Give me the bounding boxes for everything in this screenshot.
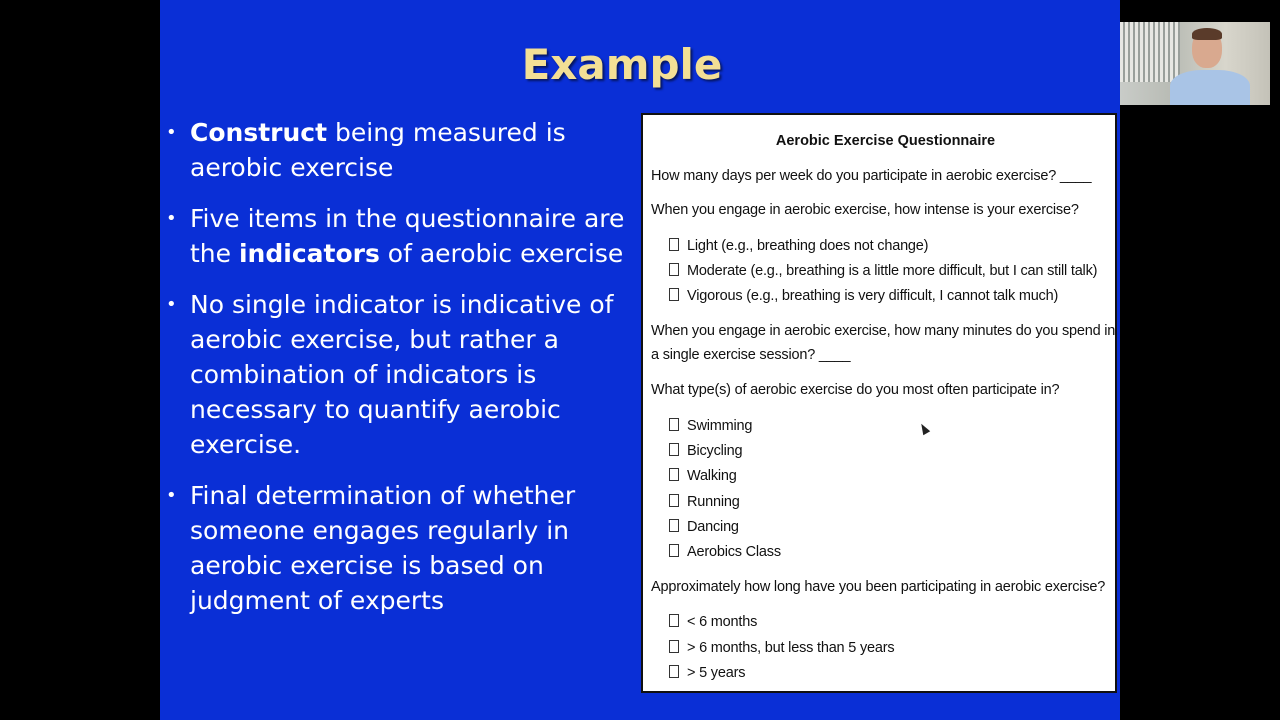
- option-label: > 5 years: [687, 665, 746, 681]
- questionnaire-image: [641, 113, 1117, 693]
- bullet-list: [166, 115, 636, 634]
- bullet-icon: •: [166, 294, 177, 315]
- bullet-text: of aerobic exercise: [379, 239, 624, 268]
- option-item: [669, 468, 737, 484]
- checkbox-icon: [669, 418, 679, 431]
- checkbox-icon: [669, 494, 679, 507]
- checkbox-icon: [669, 468, 679, 481]
- checkbox-icon: [669, 640, 679, 653]
- question-4: What type(s) of aerobic exercise do you most often participate in?: [651, 382, 1060, 398]
- option-label: > 6 months, but less than 5 years: [687, 640, 895, 656]
- slide-title: Example: [521, 40, 723, 89]
- bullet-bold: indicators: [238, 239, 380, 268]
- checkbox-icon: [669, 443, 679, 456]
- bullet-item: [166, 201, 636, 271]
- checkbox-icon: [669, 665, 679, 678]
- questionnaire-title: Aerobic Exercise Questionnaire: [775, 133, 996, 149]
- option-label: Aerobics Class: [687, 544, 781, 560]
- option-label: Dancing: [687, 519, 739, 535]
- option-item: [669, 519, 739, 535]
- option-item: [669, 288, 1058, 304]
- bullet-icon: •: [166, 122, 177, 143]
- option-label: Running: [687, 494, 740, 510]
- checkbox-icon: [669, 519, 679, 532]
- question-3: When you engage in aerobic exercise, how many minutes do you spend in a single exercise session? ____: [651, 323, 1116, 363]
- question-1: How many days per week do you participate in aerobic exercise? ____: [651, 168, 1092, 184]
- bullet-text: Final determination of whether someone engages regularly in aerobic exercise is based on judgment of experts: [190, 481, 576, 615]
- option-item: [669, 544, 781, 560]
- question-2: When you engage in aerobic exercise, how intense is your exercise?: [651, 202, 1079, 218]
- question-5: Approximately how long have you been participating in aerobic exercise?: [651, 579, 1106, 595]
- option-item: [669, 614, 757, 630]
- option-label: Moderate (e.g., breathing is a little more difficult, but I can still talk): [687, 263, 1098, 279]
- checkbox-icon: [669, 288, 679, 301]
- bullet-icon: •: [166, 208, 177, 229]
- option-label: Vigorous (e.g., breathing is very difficult, I cannot talk much): [687, 288, 1059, 304]
- option-item: [669, 494, 740, 510]
- option-label: Bicycling: [687, 443, 743, 459]
- checkbox-icon: [669, 544, 679, 557]
- bullet-text: being measured is aerobic exercise: [190, 118, 566, 182]
- presenter-shirt: [1170, 70, 1250, 105]
- slide: [160, 0, 1120, 720]
- bullet-item: [166, 287, 636, 462]
- bullet-text: Five items in the questionnaire are the: [190, 204, 625, 268]
- bullet-icon: •: [166, 485, 177, 506]
- presenter-hair: [1192, 28, 1222, 40]
- option-label: Light (e.g., breathing does not change): [687, 238, 929, 254]
- bullet-item: [166, 478, 636, 618]
- option-item: [669, 640, 894, 656]
- option-label: < 6 months: [687, 614, 758, 630]
- checkbox-icon: [669, 238, 679, 251]
- window-blinds: [1120, 22, 1180, 82]
- option-label: Swimming: [687, 418, 753, 434]
- option-item: [669, 418, 752, 434]
- option-item: [669, 443, 742, 459]
- bullet-item: [166, 115, 636, 185]
- option-item: [669, 263, 1097, 279]
- bullet-text: No single indicator is indicative of aerobic exercise, but rather a combination of indicators is necessary to quantify aerobic exercise.: [190, 290, 614, 459]
- checkbox-icon: [669, 263, 679, 276]
- checkbox-icon: [669, 614, 679, 627]
- option-item: [669, 665, 745, 681]
- bullet-bold: Construct: [190, 118, 328, 147]
- presenter-webcam: [1120, 22, 1270, 105]
- option-label: Walking: [687, 468, 737, 484]
- option-item: [669, 238, 928, 254]
